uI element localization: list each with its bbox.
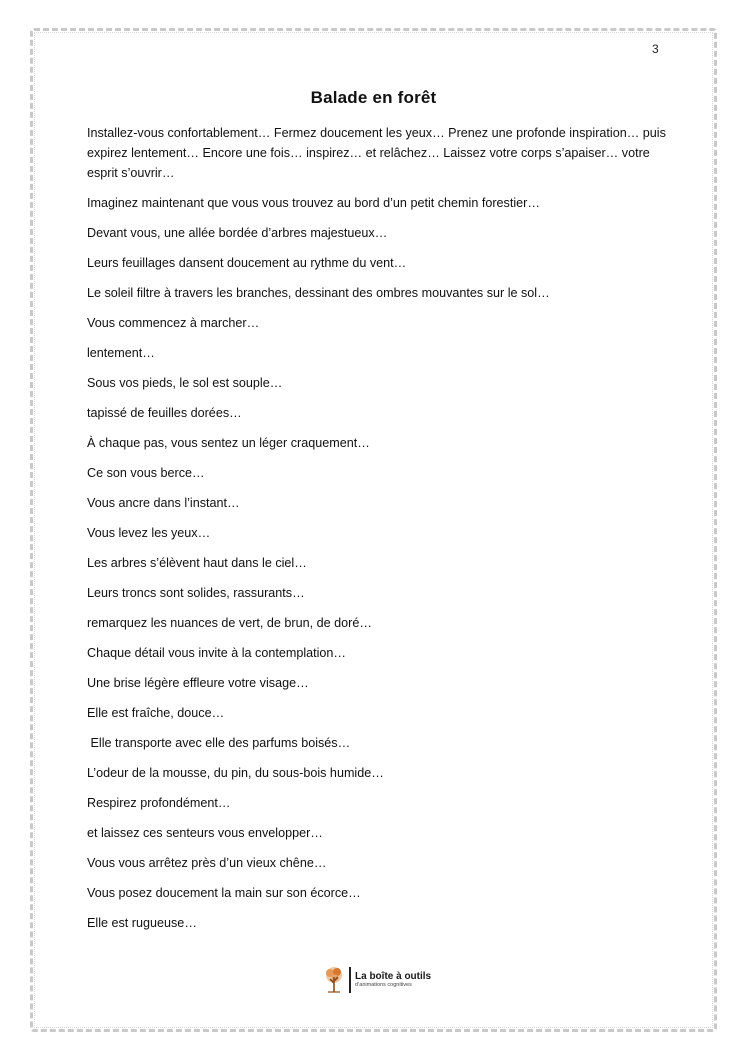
tree-logo-icon	[323, 965, 345, 995]
text-line: Vous vous arrêtez près d’un vieux chêne…	[87, 856, 327, 870]
text-line: tapissé de feuilles dorées…	[87, 406, 242, 420]
intro-paragraph: Installez-vous confortablement… Fermez doucement les yeux… Prenez une profonde inspiration… puis expirez lentement… Encore une fois… inspirez… et relâchez… Laissez votre corps s’apaiser… votre esprit s’ouvrir…	[87, 126, 666, 180]
logo-text	[355, 971, 431, 989]
text-line: Leurs troncs sont solides, rassurants…	[87, 586, 305, 600]
text-line: Elle est rugueuse…	[87, 916, 197, 930]
text-line: Vous ancre dans l’instant…	[87, 496, 240, 510]
page-number: 3	[652, 42, 659, 56]
text-line: L’odeur de la mousse, du pin, du sous-bois humide…	[87, 766, 384, 780]
text-line: Imaginez maintenant que vous vous trouvez au bord d’un petit chemin forestier…	[87, 196, 540, 210]
document-body	[87, 123, 667, 943]
logo-subtitle: d’animations cognitives	[355, 982, 412, 988]
text-line: Chaque détail vous invite à la contemplation…	[87, 646, 347, 660]
text-line: Vous commencez à marcher…	[87, 316, 260, 330]
text-line: Une brise légère effleure votre visage…	[87, 676, 309, 690]
text-line: Leurs feuillages dansent doucement au rythme du vent…	[87, 256, 407, 270]
logo-divider	[349, 967, 351, 993]
text-line: lentement…	[87, 346, 155, 360]
text-line: À chaque pas, vous sentez un léger craquement…	[87, 436, 370, 450]
text-line: et laissez ces senteurs vous envelopper…	[87, 826, 323, 840]
text-line: Elle transporte avec elle des parfums boisés…	[87, 736, 351, 750]
text-line: Sous vos pieds, le sol est souple…	[87, 376, 283, 390]
text-line: Vous posez doucement la main sur son écorce…	[87, 886, 361, 900]
text-line: Le soleil filtre à travers les branches, dessinant des ombres mouvantes sur le sol…	[87, 286, 550, 300]
footer-logo	[323, 965, 431, 995]
text-line: Elle est fraîche, douce…	[87, 706, 225, 720]
logo-title: La boîte à outils	[355, 971, 432, 982]
document-title: Balade en forêt	[310, 88, 437, 107]
text-line: Devant vous, une allée bordée d’arbres majestueux…	[87, 226, 388, 240]
text-line: Vous levez les yeux…	[87, 526, 211, 540]
text-line: Respirez profondément…	[87, 796, 231, 810]
text-line: Les arbres s’élèvent haut dans le ciel…	[87, 556, 307, 570]
text-line: Ce son vous berce…	[87, 466, 205, 480]
text-line: remarquez les nuances de vert, de brun, de doré…	[87, 616, 372, 630]
